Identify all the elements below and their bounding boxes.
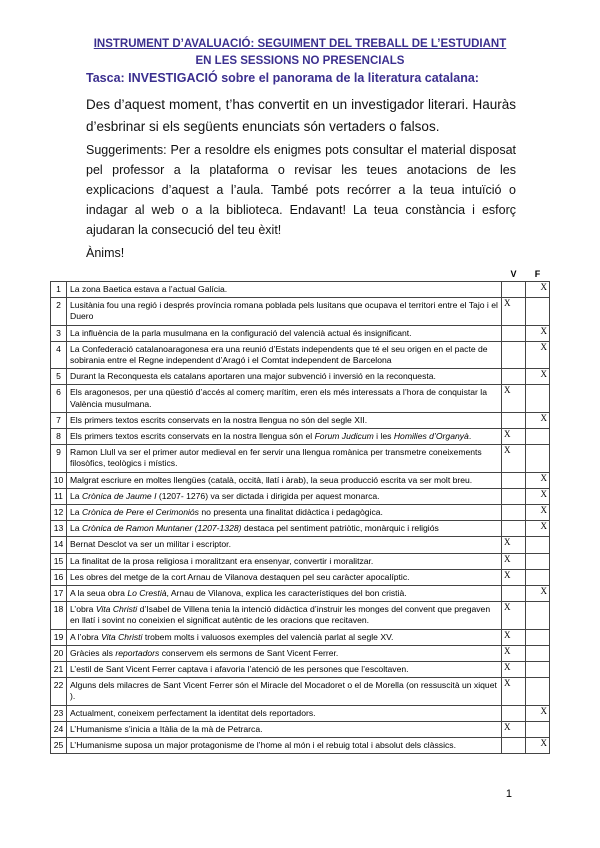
statement-text: L’Humanisme suposa un major protagonisme de l’home al món i el rebuig total i absolut dels clàssics. bbox=[67, 738, 502, 754]
v-cell[interactable] bbox=[502, 298, 526, 325]
statement-text: La influència de la parla musulmana en la configuració del valencià actual és insignificant. bbox=[67, 325, 502, 341]
answer-mark: X bbox=[504, 537, 511, 548]
answer-mark: X bbox=[540, 505, 547, 516]
statement-fragment: La bbox=[70, 523, 82, 534]
row-number: 15 bbox=[51, 553, 67, 569]
row-number: 9 bbox=[51, 445, 67, 472]
row-number: 21 bbox=[51, 662, 67, 678]
statement-text bbox=[67, 586, 502, 602]
row-number: 7 bbox=[51, 412, 67, 428]
table-row bbox=[51, 721, 550, 737]
table-row bbox=[51, 569, 550, 585]
statement-text: La zona Baetica estava a l’actual Galícia. bbox=[67, 282, 502, 298]
v-cell[interactable] bbox=[502, 629, 526, 645]
answer-mark: X bbox=[504, 678, 511, 689]
f-cell[interactable] bbox=[526, 282, 550, 298]
row-number: 4 bbox=[51, 341, 67, 368]
v-cell[interactable] bbox=[502, 678, 526, 705]
v-cell[interactable] bbox=[502, 602, 526, 629]
answer-mark: X bbox=[540, 488, 547, 499]
statement-text bbox=[67, 521, 502, 537]
answer-mark: X bbox=[504, 645, 511, 656]
table-body bbox=[51, 282, 550, 754]
row-number: 5 bbox=[51, 369, 67, 385]
v-column-header: V bbox=[510, 269, 517, 279]
table-row bbox=[51, 488, 550, 504]
v-cell[interactable] bbox=[502, 586, 526, 602]
header-subtitle: EN LES SESSIONS NO PRESENCIALS bbox=[195, 55, 405, 67]
header-title-rest: : SEGUIMENT DEL TREBALL DE L’ESTUDIANT bbox=[250, 38, 507, 50]
f-cell[interactable] bbox=[526, 678, 550, 705]
table-row bbox=[51, 678, 550, 705]
statement-text bbox=[67, 429, 502, 445]
statement-text: Durant la Reconquesta els catalans aportaren una major subvenció i inversió en la reconquesta. bbox=[67, 369, 502, 385]
v-cell[interactable] bbox=[502, 341, 526, 368]
v-cell[interactable] bbox=[502, 537, 526, 553]
table-row bbox=[51, 445, 550, 472]
closing-text: Ànims! bbox=[86, 246, 125, 260]
answer-mark: X bbox=[540, 282, 547, 292]
answer-mark: X bbox=[504, 429, 511, 440]
answer-mark: X bbox=[540, 325, 547, 336]
statement-text: L’estil de Sant Vicent Ferrer captava i afavoria l’atenció de les persones que l’escoltaven. bbox=[67, 662, 502, 678]
f-cell[interactable] bbox=[526, 629, 550, 645]
statement-text: L’Humanisme s’inicia a Itàlia de la mà de Petrarca. bbox=[67, 721, 502, 737]
f-cell[interactable] bbox=[526, 488, 550, 504]
true-false-table bbox=[50, 269, 550, 754]
row-number: 19 bbox=[51, 629, 67, 645]
row-number: 20 bbox=[51, 645, 67, 661]
italic-title: Crònica de Jaume I bbox=[81, 490, 157, 501]
statement-text: Malgrat escriure en moltes llengües (català, occità, llatí i àrab), la seua producció escrita va ser molt breu. bbox=[67, 472, 502, 488]
row-number: 23 bbox=[51, 705, 67, 721]
answer-mark: X bbox=[540, 369, 547, 380]
f-cell[interactable] bbox=[526, 645, 550, 661]
row-number: 17 bbox=[51, 586, 67, 602]
f-cell[interactable] bbox=[526, 341, 550, 368]
statement-text bbox=[67, 488, 502, 504]
answer-mark: X bbox=[504, 662, 511, 673]
statement-text: Lusitània fou una regió i després província romana poblada pels lusitans que ocupava el territori entre el Tajo i el Duero bbox=[67, 298, 502, 325]
statement-text bbox=[67, 629, 502, 645]
table-row bbox=[51, 505, 550, 521]
statement-text: Alguns dels milacres de Sant Vicent Ferrer són el Miracle del Mocadoret o el de Morella (on ressuscità un xiquet ). bbox=[67, 678, 502, 705]
answer-mark: X bbox=[540, 738, 547, 749]
row-number: 25 bbox=[51, 738, 67, 754]
row-number: 1 bbox=[51, 282, 67, 298]
f-cell[interactable] bbox=[526, 472, 550, 488]
v-cell[interactable] bbox=[502, 505, 526, 521]
statement-fragment: (1207- 1276) va ser dictada i dirigida per aquest monarca. bbox=[156, 490, 380, 501]
suggestions-paragraph: Suggeriments: Per a resoldre els enigmes pots consultar el material disposat pel professor a la plataforma o revisar les teues anotacions de les explicacions d’aquest a l’aula. També pots recórrer a la teua intuïció o indagar al web o a la biblioteca. Endavant! La teua constància i esforç ajudaran la consecució del teu èxit! bbox=[86, 143, 516, 237]
statement-fragment: L’obra bbox=[70, 604, 96, 615]
f-cell[interactable] bbox=[526, 705, 550, 721]
answer-mark: X bbox=[504, 553, 511, 564]
answer-mark: X bbox=[504, 385, 511, 396]
v-cell[interactable] bbox=[502, 429, 526, 445]
italic-title: Crònica de Pere el Cerimoniós bbox=[81, 507, 199, 518]
f-cell[interactable] bbox=[526, 602, 550, 629]
f-cell[interactable] bbox=[526, 412, 550, 428]
f-cell[interactable] bbox=[526, 505, 550, 521]
intro-paragraph: Des d’aquest moment, t’has convertit en un investigador literari. Hauràs d’esbrinar si els següents enunciats són vertaders o falsos. bbox=[86, 97, 516, 134]
statement-fragment: Gràcies als bbox=[70, 647, 116, 658]
row-number: 13 bbox=[51, 521, 67, 537]
statement-fragment: conservem els sermons de Sant Vicent Ferrer. bbox=[159, 647, 339, 658]
statement-fragment: Els primers textos escrits conservats en la nostra llengua són el bbox=[70, 431, 315, 442]
v-cell[interactable] bbox=[502, 705, 526, 721]
statement-text: Bernat Desclot va ser un militar i escriptor. bbox=[67, 537, 502, 553]
v-cell[interactable] bbox=[502, 569, 526, 585]
table-row bbox=[51, 282, 550, 298]
v-cell[interactable] bbox=[502, 553, 526, 569]
v-cell[interactable] bbox=[502, 412, 526, 428]
italic-title: Lo Crestià bbox=[127, 588, 167, 599]
table-row bbox=[51, 645, 550, 661]
v-cell[interactable] bbox=[502, 662, 526, 678]
row-number: 12 bbox=[51, 505, 67, 521]
answer-mark: X bbox=[540, 412, 547, 423]
f-cell[interactable] bbox=[526, 521, 550, 537]
f-cell[interactable] bbox=[526, 445, 550, 472]
table-header-row bbox=[51, 269, 550, 282]
answer-mark: X bbox=[504, 721, 511, 732]
answer-mark: X bbox=[504, 629, 511, 640]
statement-fragment: La bbox=[70, 507, 82, 518]
answer-mark: X bbox=[540, 472, 547, 483]
table-row bbox=[51, 341, 550, 368]
table-row bbox=[51, 472, 550, 488]
f-cell[interactable] bbox=[526, 721, 550, 737]
v-cell[interactable] bbox=[502, 385, 526, 412]
italic-title: Homilies d’Organyà bbox=[393, 431, 469, 442]
v-cell[interactable] bbox=[502, 369, 526, 385]
header-title bbox=[0, 38, 600, 50]
v-cell[interactable] bbox=[502, 645, 526, 661]
answer-mark: X bbox=[540, 705, 547, 716]
statement-fragment: , Arnau de Vilanova, explica les característiques del bon cristià. bbox=[166, 588, 407, 599]
table-row bbox=[51, 369, 550, 385]
v-cell[interactable] bbox=[502, 721, 526, 737]
table-row bbox=[51, 586, 550, 602]
f-cell[interactable] bbox=[526, 569, 550, 585]
row-number: 2 bbox=[51, 298, 67, 325]
table-row bbox=[51, 325, 550, 341]
statement-text: Els primers textos escrits conservats en la nostra llengua no són del segle XII. bbox=[67, 412, 502, 428]
statement-fragment: i les bbox=[373, 431, 394, 442]
v-cell[interactable] bbox=[502, 445, 526, 472]
statement-fragment: trobem molts i valuosos exemples del valencià parlat al segle XV. bbox=[142, 631, 394, 642]
statement-text: La Confederació catalanoaragonesa era una reunió d’Estats independents que té el seu origen en el pacte de sobirania entre el Regne independent d’Aragó i el Comtat independent de Barcelona bbox=[67, 341, 502, 368]
task-title: Tasca: INVESTIGACIÓ sobre el panorama de la literatura catalana: bbox=[86, 71, 479, 85]
table-row bbox=[51, 521, 550, 537]
statement-fragment: d’Isabel de Villena tenia la intenció didàctica d’instruir les monges del convent que pregaven en llatí i sovint no coneixien el significat autèntic de les oracions que recitaven. bbox=[70, 604, 491, 626]
v-cell[interactable] bbox=[502, 738, 526, 754]
table-row bbox=[51, 298, 550, 325]
row-number: 8 bbox=[51, 429, 67, 445]
row-number: 14 bbox=[51, 537, 67, 553]
table-row bbox=[51, 385, 550, 412]
table-row bbox=[51, 553, 550, 569]
v-cell[interactable] bbox=[502, 521, 526, 537]
f-cell[interactable] bbox=[526, 662, 550, 678]
page-number: 1 bbox=[505, 788, 512, 800]
statement-text: Ramon Llull va ser el primer autor medieval en fer servir una llengua romànica per transmetre coneixements filosòfics, teològics i místics. bbox=[67, 445, 502, 472]
answer-mark: X bbox=[504, 569, 511, 580]
statement-fragment: no presenta una finalitat didàctica i pedagògica. bbox=[198, 507, 383, 518]
statement-fragment: La bbox=[70, 490, 82, 501]
v-cell[interactable] bbox=[502, 282, 526, 298]
blank-header bbox=[51, 269, 67, 282]
statement-fragment: . bbox=[468, 431, 472, 442]
row-number: 11 bbox=[51, 488, 67, 504]
f-cell[interactable] bbox=[526, 537, 550, 553]
f-column-header: F bbox=[534, 269, 541, 279]
statement-fragment: A l’obra bbox=[70, 631, 102, 642]
f-cell[interactable] bbox=[526, 385, 550, 412]
f-cell[interactable] bbox=[526, 586, 550, 602]
italic-title: Vita Christi bbox=[101, 631, 143, 642]
table-row bbox=[51, 738, 550, 754]
statement-text: La finalitat de la prosa religiosa i moralitzant era ensenyar, convertir i moralitzar. bbox=[67, 553, 502, 569]
table-row bbox=[51, 537, 550, 553]
italic-title: Crònica de Ramon Muntaner (1207-1328) bbox=[81, 523, 242, 534]
f-cell[interactable] bbox=[526, 553, 550, 569]
f-cell[interactable] bbox=[526, 738, 550, 754]
statement-text: Actualment, coneixem perfectament la identitat dels reportadors. bbox=[67, 705, 502, 721]
row-number: 24 bbox=[51, 721, 67, 737]
table-row bbox=[51, 412, 550, 428]
blank-header bbox=[67, 269, 502, 282]
table-row bbox=[51, 629, 550, 645]
row-number: 16 bbox=[51, 569, 67, 585]
answer-mark: X bbox=[540, 341, 547, 352]
answer-mark: X bbox=[540, 586, 547, 597]
italic-title: Vita Christi bbox=[95, 604, 138, 615]
italic-title: reportadors bbox=[115, 647, 160, 658]
row-number: 3 bbox=[51, 325, 67, 341]
answer-mark: X bbox=[504, 445, 511, 456]
v-cell[interactable] bbox=[502, 325, 526, 341]
f-cell[interactable] bbox=[526, 325, 550, 341]
f-cell[interactable] bbox=[526, 369, 550, 385]
statement-text bbox=[67, 645, 502, 661]
statement-fragment: destaca pel sentiment patriòtic, monàrquic i religiós bbox=[241, 523, 439, 534]
italic-title: Forum Judicum bbox=[314, 431, 374, 442]
v-cell[interactable] bbox=[502, 472, 526, 488]
f-cell[interactable] bbox=[526, 298, 550, 325]
header-title-underlined: INSTRUMENT D’AVALUACIÓ bbox=[93, 38, 251, 50]
answer-mark: X bbox=[504, 602, 511, 613]
answer-mark: X bbox=[540, 521, 547, 532]
row-number: 6 bbox=[51, 385, 67, 412]
row-number: 18 bbox=[51, 602, 67, 629]
table-row bbox=[51, 602, 550, 629]
statement-text: Les obres del metge de la cort Arnau de Vilanova destaquen pel seu caràcter apocalíptic. bbox=[67, 569, 502, 585]
statement-text bbox=[67, 505, 502, 521]
v-cell[interactable] bbox=[502, 488, 526, 504]
table-row bbox=[51, 662, 550, 678]
statement-text bbox=[67, 602, 502, 629]
row-number: 22 bbox=[51, 678, 67, 705]
statement-text: Els aragonesos, per una qüestió d’accés al comerç marítim, eren els més interessats a l’hora de conquistar la València musulmana. bbox=[67, 385, 502, 412]
answer-mark: X bbox=[504, 298, 511, 309]
table-row bbox=[51, 429, 550, 445]
table-row bbox=[51, 705, 550, 721]
row-number: 10 bbox=[51, 472, 67, 488]
f-cell[interactable] bbox=[526, 429, 550, 445]
statement-fragment: A la seua obra bbox=[70, 588, 128, 599]
